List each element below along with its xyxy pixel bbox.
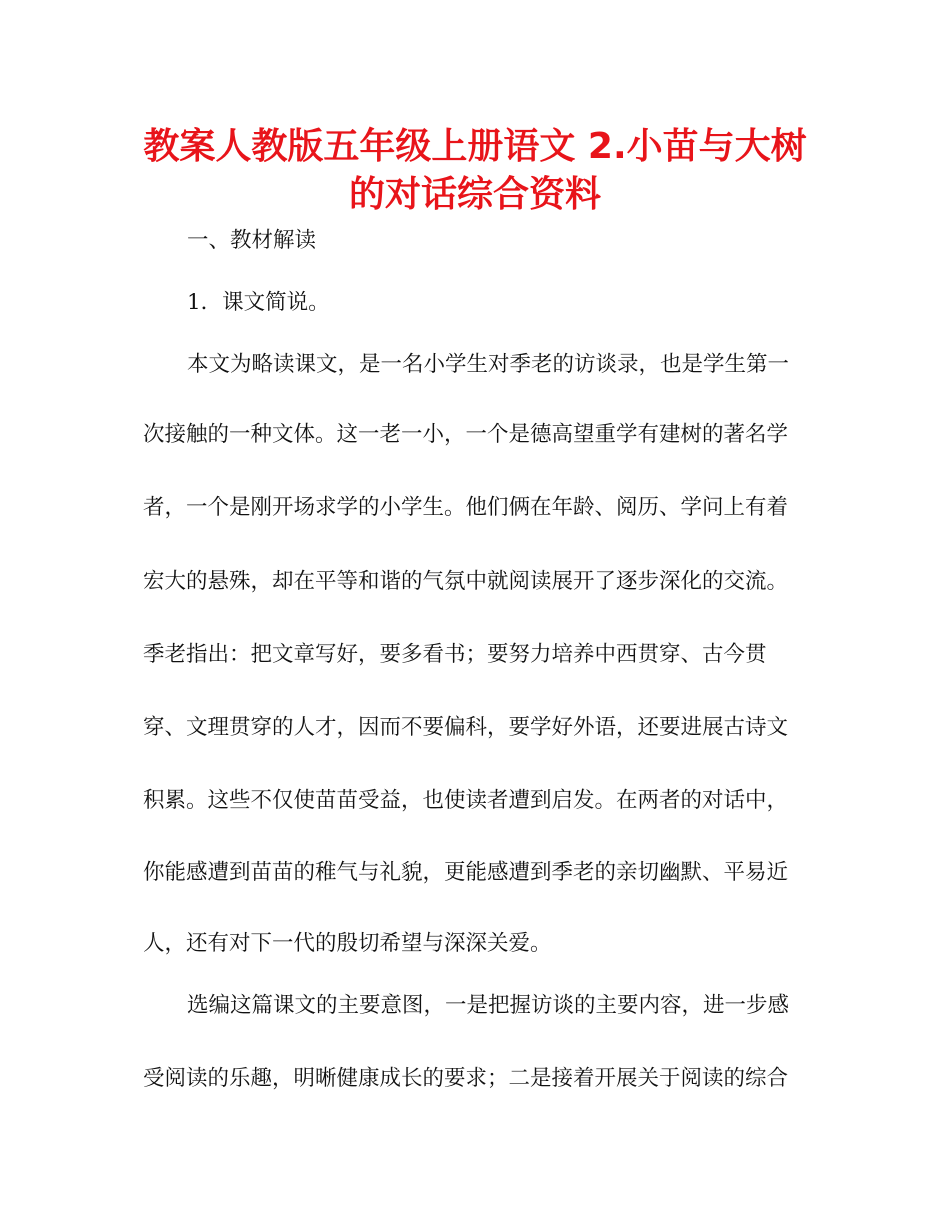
body-line: 季老指出：把文章写好，要多看书；要努力培养中西贯穿、古今贯 [143, 642, 767, 667]
document-title-line-2: 的对话综合资料 [348, 174, 601, 215]
section-heading: 一、教材解读 [187, 228, 317, 253]
body-line: 选编这篇课文的主要意图，一是把握访谈的主要内容，进一步感 [187, 993, 790, 1018]
body-line: 积累。这些不仅使苗苗受益，也使读者遭到启发。在两者的对话中， [143, 788, 789, 813]
body-line: 者，一个是刚开场求学的小学生。他们俩在年龄、阅历、学问上有着 [143, 495, 789, 520]
body-line: 次接触的一种文体。这一老一小，一个是德高望重学有建树的著名学 [143, 422, 789, 447]
document-title-line-1: 教案人教版五年级上册语文 2.小苗与大树 [143, 126, 807, 167]
body-line: 穿、文理贯穿的人才，因而不要偏科，要学好外语，还要进展古诗文 [143, 715, 789, 740]
body-line: 受阅读的乐趣，明晰健康成长的要求；二是接着开展关于阅读的综合 [143, 1066, 789, 1091]
body-line: 你能感遭到苗苗的稚气与礼貌，更能感遭到季老的亲切幽默、平易近 [143, 860, 789, 885]
subheading: 1．课文简说。 [187, 290, 330, 315]
body-line: 人，还有对下一代的殷切希望与深深关爱。 [143, 931, 552, 956]
body-line: 本文为略读课文，是一名小学生对季老的访谈录，也是学生第一 [187, 352, 790, 377]
body-line: 宏大的悬殊，却在平等和谐的气氛中就阅读展开了逐步深化的交流。 [143, 569, 789, 594]
